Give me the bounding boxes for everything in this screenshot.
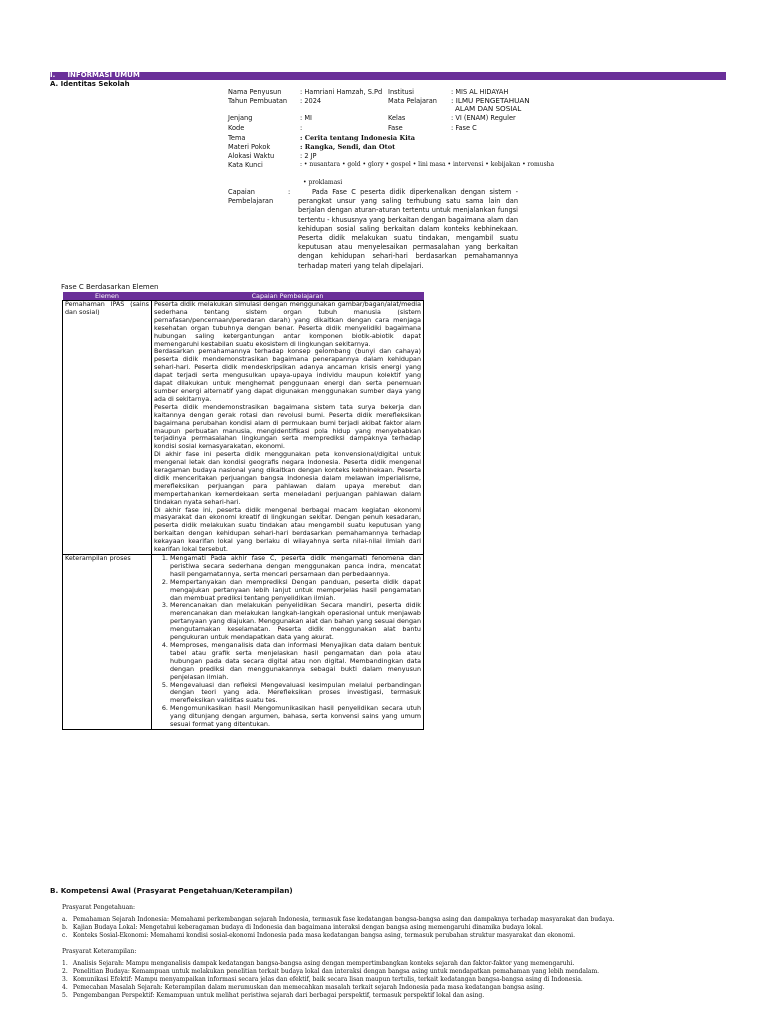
header-capaian: Capaian Pembelajaran [152, 292, 424, 301]
jenjang-label: Jenjang [228, 114, 253, 122]
tahun-value: : 2024 [300, 97, 322, 105]
subsection-identitas: A. Identitas Sekolah [50, 80, 130, 88]
row1-paragraph: Di akhir fase ini peserta didik menggunakan peta konvensional/digital untuk mengenal letak dan kondisi geografis negara Indonesia. Peserta didik mengenal keragaman budaya nasional yang dikaitkan dengan konteks kebhinekaan. Peserta didik menceritakan perjuangan bangsa Indonesia dalam melawan imperialisme, merefleksikan perjuangan para pahlawan dalam upaya merebut dan mempertahankan kemerdekaan serta meneladani perjuangan pahlawan dalam tindakan nyata sehari-hari. [154, 450, 421, 506]
item-text: Pemecahan Masalah Sejarah: Keterampilan dalam merumuskan dan memecahkan masalah terkait sejarah Indonesia pada masa kedatangan bangsa asing. [72, 984, 545, 991]
katakunci-label: Kata Kunci [228, 161, 263, 169]
item-text: Kajian Budaya Lokal: Mengetahui keberagaman budaya di Indonesia dan bagaimana interaksi dengan bangsa asing memengaruhi dinamika budaya lokal. [72, 924, 543, 931]
tahun-label: Tahun Pembuatan [228, 97, 288, 105]
table-row [63, 555, 424, 730]
mapel-label: Mata Pelajaran [388, 97, 437, 105]
katakunci-value-line2: • proklamasi [303, 179, 343, 186]
row2-capaian [152, 555, 424, 730]
alokasi-value: : 2 JP [300, 152, 317, 160]
section-a-number: I. [50, 71, 56, 79]
item-mark: 1. [62, 960, 68, 967]
row1-paragraph: Peserta didik melakukan simulasi dengan menggunakan gambar/bagan/alat/media sederhana tentang sistem organ tubuh manusia (sistem pernafasan/pencernaan/peredaran darah) yang dikaitkan dengan cara menjaga kesehatan organ tubuhnya dengan benar. Peserta didik menyelidiki bagaimana hubungan saling ketergantungan antar komponen biotik-abiotik dapat memengaruhi kestabilan suatu ekosistem di lingkungan sekitarnya. [154, 300, 421, 348]
section-a-title-text: INFORMASI UMUM [67, 71, 140, 79]
mapel-value-line2: ALAM DAN SOSIAL [455, 104, 522, 113]
item-text: Konteks Sosial-Ekonomi: Memahami kondisi sosial-ekonomi Indonesia pada masa kedatangan bangsa asing, termasuk perubahan struktur masyarakat dan ekonomi. [72, 932, 575, 939]
kode-value: : [300, 124, 303, 132]
identity-block [0, 0, 768, 186]
list-item [62, 924, 543, 931]
institusi-label: Institusi [388, 88, 415, 96]
item-text: Analisis Sejarah: Mampu menganalisis dampak kedatangan bangsa-bangsa asing dengan mempertimbangkan konteks sejarah dan faktor-faktor yang memengaruhi. [72, 960, 575, 967]
row1-capaian [152, 301, 424, 555]
fase-elemen-table [62, 292, 424, 730]
tema-label: Tema [228, 134, 246, 142]
row1-elemen-text: Pemahaman IPAS (sains dan sosial) [65, 300, 149, 316]
item-mark: a. [62, 916, 68, 923]
institusi-value: : MIS AL HIDAYAH [451, 88, 509, 96]
item-text: Pemahaman Sejarah Indonesia: Memahami perkembangan sejarah Indonesia, termasuk fase kedatangan bangsa-bangsa asing dan dampaknya terhadap masyarakat dan budaya. [72, 916, 615, 923]
list-item [62, 968, 599, 975]
kelas-value: : VI (ENAM) Reguler [451, 114, 516, 122]
materi-value: : Rangka, Sendi, dan Otot [300, 143, 396, 151]
item-text: Penelitian Budaya: Kemampuan untuk melakukan penelitian terkait budaya lokal dan interaksi dengan bangsa asing untuk mendapatkan pemahaman yang lebih mendalam. [72, 968, 600, 975]
keterampilan-title: Prasyarat Keterampilan: [62, 948, 137, 955]
list-item [62, 932, 575, 939]
list-item [62, 992, 484, 999]
item-text: Komunikasi Efektif: Mampu menyampaikan informasi secara jelas dan efektif, baik secara lisan maupun tertulis, terkait kedatangan bangsa-bangsa asing di Indonesia. [72, 976, 583, 983]
tema-value: : Cerita tentang Indonesia Kita [300, 134, 416, 142]
row1-paragraph: Di akhir fase ini, peserta didik mengenal berbagai macam kegiatan ekonomi masyarakat dan ekonomi kreatif di lingkungan sekitar. Dengan penuh kesadaran, peserta didik melakukan suatu tindakan atau mengambil suatu keputusan yang berkaitan dengan kehidupan sehari-hari berdasarkan pemahamannya terhadap kekayaan kearifan lokal yang berlaku di wilayahnya serta nilai-nilai ilmiah dari kearifan lokal tersebut. [154, 505, 421, 554]
fase-label: Fase [388, 124, 403, 132]
header-elemen: Elemen [63, 292, 152, 301]
list-item: 2. Mempertanyakan dan memprediksi Dengan panduan, peserta didik dapat mengajukan pertanyaan lebih lanjut untuk memperjelas hasil pengamatan dan membuat prediksi tentang penyelidikan ilmiah. [170, 579, 421, 603]
alokasi-label: Alokasi Waktu [228, 152, 275, 160]
capaian-colon: : [288, 188, 291, 196]
list-item: 3. Merencanakan dan melakukan penyelidikan Secara mandiri, peserta didik merencanakan dan melakukan langkah-langkah operasional untuk menjawab pertanyaan yang diajukan. Menggunakan alat dan bahan yang sesuai dengan mengutamakan keselamatan. Peserta didik menggunakan alat bantu pengukuran untuk mendapatkan data yang akurat. [170, 602, 421, 642]
item-text: Pengembangan Perspektif: Kemampuan untuk melihat peristiwa sejarah dari berbagai perspektif, termasuk perspektif lokal dan asing. [72, 992, 485, 999]
fase-table-title: Fase C Berdasarkan Elemen [61, 283, 159, 291]
item-mark: 2. [62, 968, 68, 975]
mapel-value: : ILMU PENGETAHUAN [451, 96, 530, 105]
fase-value: : Fase C [451, 124, 477, 132]
row1-paragraph: Peserta didik mendemonstrasikan bagaimana sistem tata surya bekerja dan kaitannya dengan gerak rotasi dan revolusi bumi. Peserta didik merefleksikan bagaimana perubahan kondisi alam di permukaan bumi terjadi akibat faktor alam maupun perbuatan manusia, mengidentifikasi pola hidup yang menyebabkan terjadinya permasalahan lingkungan serta memprediksi dampaknya terhadap kondisi sosial kemasyarakatan, ekonomi. [154, 402, 421, 451]
list-item [62, 916, 614, 923]
capaian-text: Pada Fase C peserta didik diperkenalkan dengan sistem - perangkat unsur yang saling terhubung satu sama lain dan berjalan dengan aturan-aturan tertentu untuk menjalankan fungsi tertentu - khususnya yang berkaitan dengan bagaimana alam dan kehidupan sosial saling berkaitan dalam konteks kebhinekaan. Peserta didik melakukan suatu tindakan, mengambil suatu keputusan atau menyelesaikan permasalahan yang berkaitan dengan kehidupan sehari-hari berdasarkan pemahamannya terhadap materi yang telah dipelajari. [298, 188, 518, 270]
row1-paragraph: Berdasarkan pemahamannya terhadap konsep gelombang (bunyi dan cahaya) peserta didik mendemonstrasikan bagaimana penerapannya dalam kehidupan sehari-hari. Peserta didik mendeskripsikan adanya ancaman krisis energi yang dapat terjadi serta mengusulkan upaya-upaya individu maupun kolektif yang dapat dilakukan untuk menghemat penggunaan energi dan serta penemuan sumber energi alternatif yang dapat digunakan menggunakan sumber daya yang ada di sekitarnya. [154, 347, 421, 403]
pengetahuan-title: Prasyarat Pengetahuan: [62, 904, 136, 911]
table-row [63, 301, 424, 555]
item-mark: 5. [62, 992, 68, 999]
penyusun-label: Nama Penyusun [228, 88, 282, 96]
list-item: 4. Memproses, menganalisis data dan informasi Menyajikan data dalam bentuk tabel atau grafik serta menjelaskan hasil pengamatan dan pola atau hubungan pada data secara digital atau non digital. Membandingkan data dengan prediksi dan menggunakannya sebagai bukti dalam menyusun penjelasan ilmiah. [170, 642, 421, 682]
list-item [62, 976, 583, 983]
kode-label: Kode [228, 124, 245, 132]
list-item [62, 960, 574, 967]
item-mark: 3. [62, 976, 68, 983]
penyusun-value: : Hamriani Hamzah, S.Pd [300, 88, 383, 96]
list-item: 6. Mengomunikasikan hasil Mengomunikasikan hasil penyelidikan secara utuh yang ditunjang dengan argumen, bahasa, serta konvensi sains yang umum sesuai format yang ditentukan. [170, 705, 421, 729]
row1-elemen [63, 301, 152, 555]
list-item: 5. Mengevaluasi dan refleksi Mengevaluasi kesimpulan melalui perbandingan dengan teori yang ada. Merefleksikan proses investigasi, termasuk merefleksikan validitas suatu tes. [170, 682, 421, 706]
kelas-label: Kelas [388, 114, 406, 122]
jenjang-value: : MI [300, 114, 312, 122]
katakunci-value: : • nusantara • gold • glory • gospel • lini masa • intervensi • kebijakan • romusha [300, 161, 555, 168]
materi-label: Materi Pokok [228, 143, 271, 151]
row2-elemen: Keterampilan proses [63, 555, 152, 730]
section-b-title: B. Kompetensi Awal (Prasyarat Pengetahuan/Keterampilan) [50, 886, 293, 895]
capaian-label-line1: Capaian [228, 188, 255, 196]
list-item: 1. Mengamati Pada akhir fase C, peserta didik mengamati fenomena dan peristiwa secara sederhana dengan menggunakan panca indra, mencatat hasil pengamatannya, serta mencari persamaan dan perbedaannya. [170, 555, 421, 579]
item-mark: b. [62, 924, 68, 931]
item-mark: c. [62, 932, 68, 939]
capaian-label-line2: Pembelajaran [228, 196, 274, 205]
keterampilan-list [154, 555, 421, 729]
list-item [62, 984, 545, 991]
item-mark: 4. [62, 984, 68, 991]
capaian-label [228, 188, 273, 205]
